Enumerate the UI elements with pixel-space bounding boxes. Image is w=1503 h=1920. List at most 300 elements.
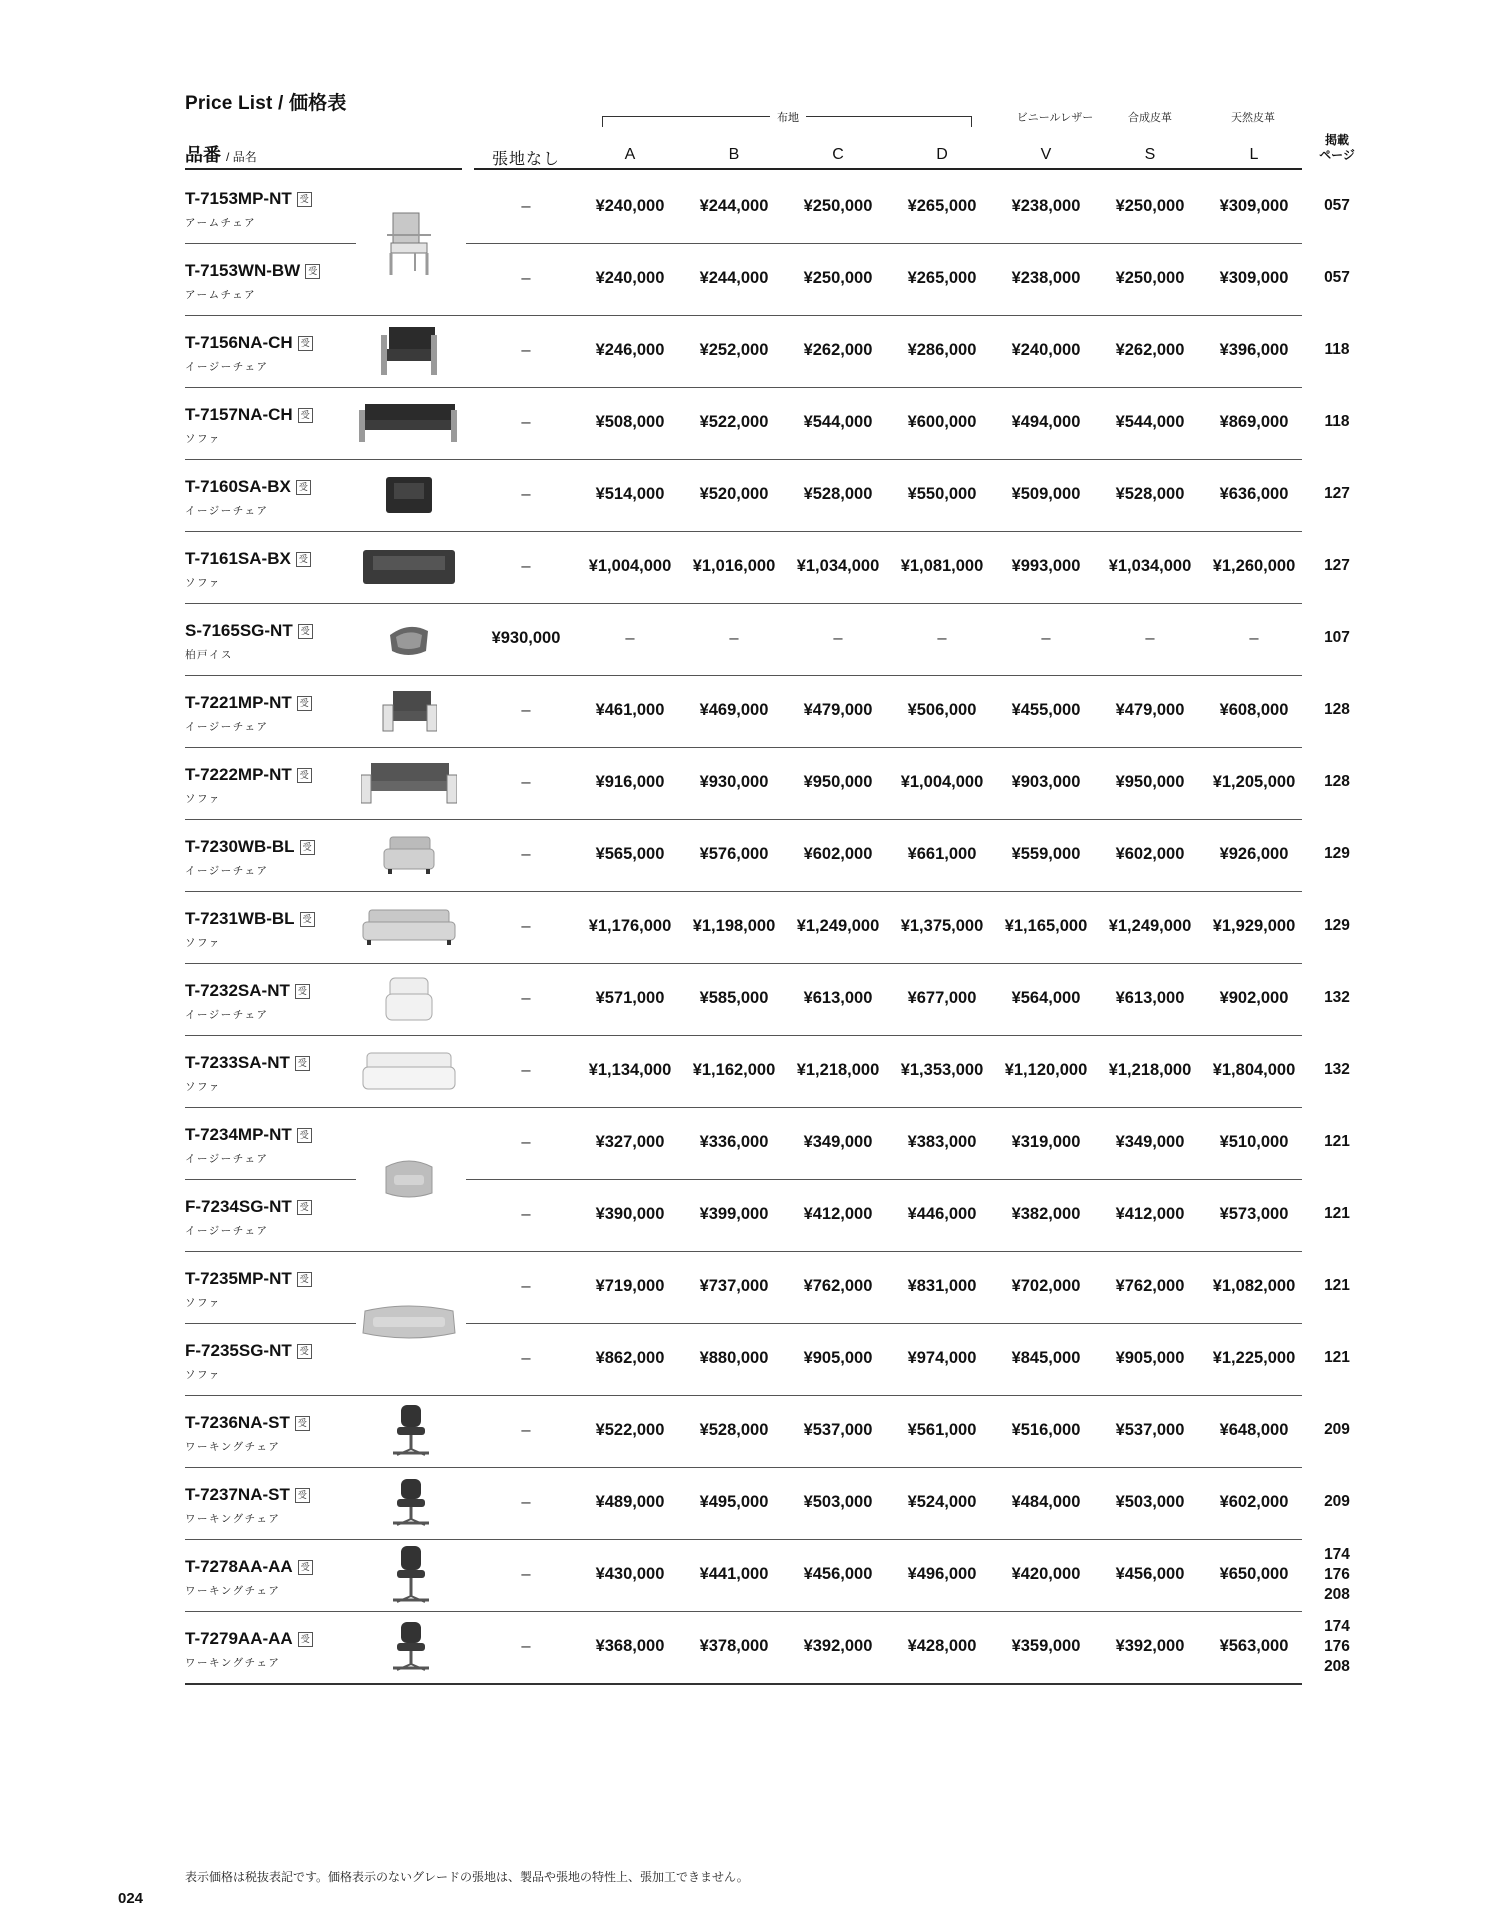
product-name: イージーチェア	[185, 1009, 269, 1021]
price-cell: ¥309,000	[1219, 269, 1289, 287]
price-cell: ¥479,000	[803, 701, 873, 719]
page-ref: 132	[1324, 989, 1350, 1006]
price-cell: ¥508,000	[595, 413, 665, 431]
product-name: ソファ	[185, 793, 221, 805]
product-code-text: T-7237NA-ST	[185, 1485, 290, 1504]
price-cell: ¥309,000	[1219, 197, 1289, 215]
price-no-fabric: –	[521, 1205, 531, 1223]
page-ref: 127	[1324, 557, 1350, 574]
price-cell: ¥559,000	[1011, 845, 1081, 863]
product-code-text: T-7279AA-AA	[185, 1629, 293, 1648]
product-code	[185, 477, 311, 497]
made-to-order-icon: 受	[305, 264, 320, 279]
product-name: イージーチェア	[185, 1153, 269, 1165]
product-thumbnail	[382, 835, 436, 880]
made-to-order-icon: 受	[295, 1416, 310, 1431]
price-no-fabric: –	[521, 1277, 531, 1295]
price-cell: ¥456,000	[1115, 1565, 1185, 1583]
product-name: 柏戸イス	[185, 649, 233, 661]
page-title: Price List / 価格表	[185, 93, 347, 114]
header-page-line2: ページ	[1319, 148, 1355, 162]
table-row	[185, 747, 1350, 819]
price-cell: ¥1,034,000	[796, 557, 880, 575]
price-no-fabric: –	[521, 485, 531, 503]
product-thumbnail	[379, 325, 439, 382]
price-cell: ¥903,000	[1011, 773, 1081, 791]
price-cell: ¥528,000	[699, 1421, 769, 1439]
price-no-fabric: –	[521, 557, 531, 575]
price-no-fabric: –	[521, 701, 531, 719]
table-row	[185, 1323, 1350, 1395]
product-thumbnail	[359, 402, 459, 449]
group-label-synthetic: 合成皮革	[1128, 112, 1172, 124]
price-cell: ¥520,000	[699, 485, 769, 503]
price-cell: ¥503,000	[803, 1493, 873, 1511]
made-to-order-icon: 受	[297, 1272, 312, 1287]
header-page-line1: 掲載	[1324, 133, 1349, 147]
price-no-fabric: –	[521, 1349, 531, 1367]
group-label-vinyl: ビニールレザー	[1016, 112, 1094, 124]
table-row	[185, 1395, 1350, 1467]
price-no-fabric: –	[521, 1133, 531, 1151]
product-name: アームチェア	[185, 289, 257, 301]
product-code-text: T-7156NA-CH	[185, 333, 293, 352]
price-cell: –	[729, 629, 739, 647]
product-name: ソファ	[185, 1369, 221, 1381]
product-code	[185, 837, 315, 857]
table-row	[185, 1107, 1350, 1179]
price-cell: ¥327,000	[595, 1133, 665, 1151]
price-cell: ¥1,260,000	[1212, 557, 1296, 575]
price-cell: ¥240,000	[595, 197, 665, 215]
header-code-label: 品番	[185, 145, 221, 165]
page-ref: 121	[1324, 1205, 1350, 1222]
made-to-order-icon: 受	[300, 840, 315, 855]
price-cell: ¥762,000	[1115, 1277, 1185, 1295]
price-cell: ¥613,000	[1115, 989, 1185, 1007]
price-cell: ¥576,000	[699, 845, 769, 863]
product-code-text: T-7230WB-BL	[185, 837, 295, 856]
product-code-text: T-7235MP-NT	[185, 1269, 292, 1288]
header-col-s: S	[1144, 146, 1156, 163]
price-cell: ¥484,000	[1011, 1493, 1081, 1511]
price-cell: ¥382,000	[1011, 1205, 1081, 1223]
product-name: ソファ	[185, 433, 221, 445]
price-cell: ¥550,000	[907, 485, 977, 503]
product-thumbnail	[361, 548, 457, 591]
price-cell: –	[1145, 629, 1155, 647]
price-cell: –	[1041, 629, 1051, 647]
price-cell: ¥1,218,000	[796, 1061, 880, 1079]
price-no-fabric: –	[521, 1493, 531, 1511]
product-code-text: T-7231WB-BL	[185, 909, 295, 928]
price-cell: ¥608,000	[1219, 701, 1289, 719]
header-col-v: V	[1040, 146, 1052, 163]
price-cell: ¥250,000	[1115, 269, 1185, 287]
price-cell: ¥455,000	[1011, 701, 1081, 719]
price-cell: ¥905,000	[803, 1349, 873, 1367]
price-cell: ¥506,000	[907, 701, 977, 719]
price-cell: ¥240,000	[595, 269, 665, 287]
price-cell: ¥869,000	[1219, 413, 1289, 431]
price-cell: ¥602,000	[803, 845, 873, 863]
price-cell: ¥1,375,000	[900, 917, 984, 935]
price-cell: ¥845,000	[1011, 1349, 1081, 1367]
product-code	[185, 189, 312, 209]
price-cell: ¥613,000	[803, 989, 873, 1007]
product-code-text: S-7165SG-NT	[185, 621, 293, 640]
product-code	[185, 1629, 313, 1649]
price-cell: ¥573,000	[1219, 1205, 1289, 1223]
price-cell: ¥1,353,000	[900, 1061, 984, 1079]
product-code-text: T-7160SA-BX	[185, 477, 291, 496]
product-thumbnail	[361, 761, 457, 810]
header-code: 品番 / 品名	[185, 145, 257, 165]
product-code-text: F-7235SG-NT	[185, 1341, 292, 1360]
price-cell: ¥1,016,000	[692, 557, 776, 575]
price-cell: ¥238,000	[1011, 197, 1081, 215]
price-cell: ¥1,225,000	[1212, 1349, 1296, 1367]
product-name: ワーキングチェア	[185, 1441, 281, 1453]
product-code	[185, 333, 313, 353]
header-rule-right	[474, 168, 1302, 170]
header-col-a: A	[624, 146, 636, 163]
price-no-fabric: –	[521, 341, 531, 359]
price-no-fabric: –	[521, 197, 531, 215]
table-row	[185, 1611, 1350, 1683]
product-name: イージーチェア	[185, 865, 269, 877]
page-ref: 129	[1324, 845, 1350, 862]
price-cell: ¥446,000	[907, 1205, 977, 1223]
product-name: ソファ	[185, 1297, 221, 1309]
made-to-order-icon: 受	[300, 912, 315, 927]
price-cell: ¥528,000	[803, 485, 873, 503]
price-cell: ¥719,000	[595, 1277, 665, 1295]
product-name: ワーキングチェア	[185, 1513, 281, 1525]
page-ref: 209	[1324, 1493, 1350, 1510]
product-code-text: T-7278AA-AA	[185, 1557, 293, 1576]
price-cell: ¥905,000	[1115, 1349, 1185, 1367]
page-ref: 121	[1324, 1277, 1350, 1294]
product-code	[185, 1125, 312, 1145]
price-cell: ¥1,004,000	[588, 557, 672, 575]
product-code-text: T-7234MP-NT	[185, 1125, 292, 1144]
page-ref: 129	[1324, 917, 1350, 934]
price-cell: ¥950,000	[803, 773, 873, 791]
table-row	[185, 459, 1350, 531]
price-no-fabric: –	[521, 989, 531, 1007]
header-rule-left	[185, 168, 462, 170]
price-cell: ¥244,000	[699, 269, 769, 287]
price-cell: ¥1,176,000	[588, 917, 672, 935]
product-code-text: T-7236NA-ST	[185, 1413, 290, 1432]
price-cell: ¥494,000	[1011, 413, 1081, 431]
page-ref-item: 174	[1324, 1546, 1350, 1563]
product-thumbnail	[389, 1479, 429, 1532]
table-row	[185, 1539, 1350, 1611]
made-to-order-icon: 受	[297, 1200, 312, 1215]
made-to-order-icon: 受	[297, 1344, 312, 1359]
price-cell: ¥831,000	[907, 1277, 977, 1295]
table-row	[185, 315, 1350, 387]
price-cell: ¥1,249,000	[796, 917, 880, 935]
price-cell: ¥1,218,000	[1108, 1061, 1192, 1079]
price-cell: ¥250,000	[803, 197, 873, 215]
table-row	[185, 531, 1350, 603]
product-thumbnail	[385, 209, 433, 282]
price-cell: ¥441,000	[699, 1565, 769, 1583]
price-cell: –	[1249, 629, 1259, 647]
product-code-text: T-7153WN-BW	[185, 261, 301, 280]
product-code	[185, 1413, 310, 1433]
table-row	[185, 1179, 1350, 1251]
price-no-fabric: –	[521, 1421, 531, 1439]
table-row	[185, 819, 1350, 891]
product-name: イージーチェア	[185, 361, 269, 373]
price-cell: ¥461,000	[595, 701, 665, 719]
price-cell: ¥1,082,000	[1212, 1277, 1296, 1295]
product-code	[185, 1341, 312, 1361]
header-col-d: D	[936, 146, 948, 163]
page-ref-item: 208	[1324, 1658, 1350, 1675]
product-code	[185, 765, 312, 785]
price-cell: ¥430,000	[595, 1565, 665, 1583]
price-cell: ¥902,000	[1219, 989, 1289, 1007]
made-to-order-icon: 受	[295, 1056, 310, 1071]
price-cell: ¥428,000	[907, 1637, 977, 1655]
price-cell: ¥496,000	[907, 1565, 977, 1583]
product-thumbnail	[361, 1051, 457, 1096]
price-cell: ¥762,000	[803, 1277, 873, 1295]
page-ref: 057	[1324, 197, 1350, 214]
product-code	[185, 981, 310, 1001]
price-cell: ¥1,165,000	[1004, 917, 1088, 935]
price-cell: ¥636,000	[1219, 485, 1289, 503]
price-no-fabric: –	[521, 1565, 531, 1583]
price-cell: ¥1,804,000	[1212, 1061, 1296, 1079]
price-cell: ¥252,000	[699, 341, 769, 359]
price-cell: ¥585,000	[699, 989, 769, 1007]
product-code-text: T-7232SA-NT	[185, 981, 290, 1000]
price-cell: ¥349,000	[803, 1133, 873, 1151]
made-to-order-icon: 受	[297, 696, 312, 711]
page-number: 024	[118, 1890, 144, 1907]
price-cell: ¥544,000	[1115, 413, 1185, 431]
price-no-fabric: –	[521, 413, 531, 431]
product-code	[185, 1053, 310, 1073]
header-name-label: 品名	[232, 150, 257, 164]
price-cell: ¥862,000	[595, 1349, 665, 1367]
header-col-c: C	[832, 146, 844, 163]
page-ref: 118	[1324, 341, 1350, 358]
price-no-fabric: –	[521, 1061, 531, 1079]
group-label-fabric: 布地	[770, 109, 806, 125]
price-cell: ¥516,000	[1011, 1421, 1081, 1439]
price-cell: ¥650,000	[1219, 1565, 1289, 1583]
price-cell: ¥514,000	[595, 485, 665, 503]
product-thumbnail	[382, 1157, 436, 1206]
table-row	[185, 675, 1350, 747]
price-cell: ¥412,000	[803, 1205, 873, 1223]
header-page	[1312, 133, 1362, 163]
price-cell: ¥246,000	[595, 341, 665, 359]
product-code	[185, 549, 311, 569]
price-cell: ¥661,000	[907, 845, 977, 863]
product-name: アームチェア	[185, 217, 257, 229]
page-ref-item: 208	[1324, 1586, 1350, 1603]
price-cell: ¥265,000	[907, 269, 977, 287]
price-cell: ¥286,000	[907, 341, 977, 359]
price-cell: ¥510,000	[1219, 1133, 1289, 1151]
price-cell: ¥677,000	[907, 989, 977, 1007]
product-name: ワーキングチェア	[185, 1585, 281, 1597]
made-to-order-icon: 受	[296, 552, 311, 567]
price-cell: ¥564,000	[1011, 989, 1081, 1007]
product-thumbnail	[384, 475, 434, 520]
made-to-order-icon: 受	[298, 336, 313, 351]
price-cell: ¥916,000	[595, 773, 665, 791]
price-cell: ¥319,000	[1011, 1133, 1081, 1151]
price-cell: ¥368,000	[595, 1637, 665, 1655]
product-thumbnail	[389, 1546, 429, 1609]
row-divider	[185, 1683, 1302, 1685]
price-cell: ¥974,000	[907, 1349, 977, 1367]
price-cell: ¥383,000	[907, 1133, 977, 1151]
product-name: ソファ	[185, 1081, 221, 1093]
price-cell: ¥392,000	[803, 1637, 873, 1655]
price-cell: ¥240,000	[1011, 341, 1081, 359]
table-row	[185, 171, 1350, 243]
made-to-order-icon: 受	[296, 480, 311, 495]
product-name: イージーチェア	[185, 721, 269, 733]
price-cell: ¥926,000	[1219, 845, 1289, 863]
price-cell: ¥563,000	[1219, 1637, 1289, 1655]
page-ref-item: 176	[1324, 1566, 1350, 1583]
price-no-fabric: –	[521, 917, 531, 935]
price-cell: ¥420,000	[1011, 1565, 1081, 1583]
page-ref	[1312, 1545, 1362, 1605]
product-thumbnail	[384, 976, 434, 1027]
price-cell: ¥262,000	[1115, 341, 1185, 359]
price-cell: ¥262,000	[803, 341, 873, 359]
product-code	[185, 1557, 313, 1577]
table-row	[185, 1251, 1350, 1323]
price-cell: ¥528,000	[1115, 485, 1185, 503]
made-to-order-icon: 受	[297, 1128, 312, 1143]
product-name: ソファ	[185, 577, 221, 589]
header-col-b: B	[728, 146, 740, 163]
page-ref: 132	[1324, 1061, 1350, 1078]
price-cell: ¥238,000	[1011, 269, 1081, 287]
table-row	[185, 243, 1350, 315]
page-ref: 209	[1324, 1421, 1350, 1438]
price-no-fabric: –	[521, 269, 531, 287]
page-ref: 107	[1324, 629, 1350, 646]
price-cell: ¥1,004,000	[900, 773, 984, 791]
price-cell: ¥880,000	[699, 1349, 769, 1367]
group-label-natural: 天然皮革	[1231, 112, 1275, 124]
product-code-text: T-7233SA-NT	[185, 1053, 290, 1072]
price-cell: ¥524,000	[907, 1493, 977, 1511]
price-cell: ¥537,000	[803, 1421, 873, 1439]
product-code	[185, 1197, 312, 1217]
product-code-text: T-7153MP-NT	[185, 189, 292, 208]
table-row	[185, 387, 1350, 459]
made-to-order-icon: 受	[295, 984, 310, 999]
price-cell: ¥522,000	[595, 1421, 665, 1439]
price-cell: ¥378,000	[699, 1637, 769, 1655]
price-cell: ¥1,249,000	[1108, 917, 1192, 935]
price-cell: ¥602,000	[1115, 845, 1185, 863]
page-ref: 128	[1324, 701, 1350, 718]
table-row	[185, 891, 1350, 963]
made-to-order-icon: 受	[298, 1632, 313, 1647]
table-row	[185, 1035, 1350, 1107]
price-cell: ¥561,000	[907, 1421, 977, 1439]
price-cell: ¥503,000	[1115, 1493, 1185, 1511]
product-name: イージーチェア	[185, 1225, 269, 1237]
made-to-order-icon: 受	[295, 1488, 310, 1503]
price-cell: ¥1,929,000	[1212, 917, 1296, 935]
page-ref: 128	[1324, 773, 1350, 790]
price-cell: ¥1,134,000	[588, 1061, 672, 1079]
made-to-order-icon: 受	[298, 1560, 313, 1575]
price-cell: ¥544,000	[803, 413, 873, 431]
made-to-order-icon: 受	[298, 624, 313, 639]
product-thumbnail	[361, 908, 457, 951]
product-code	[185, 1269, 312, 1289]
made-to-order-icon: 受	[297, 768, 312, 783]
price-cell: ¥602,000	[1219, 1493, 1289, 1511]
footnote: 表示価格は税抜表記です。価格表示のないグレードの張地は、製品や張地の特性上、張加工できません。	[185, 1870, 749, 1884]
price-cell: ¥522,000	[699, 413, 769, 431]
product-code-text: F-7234SG-NT	[185, 1197, 292, 1216]
product-code	[185, 1485, 310, 1505]
price-cell: ¥1,120,000	[1004, 1061, 1088, 1079]
table-row	[185, 603, 1350, 675]
product-thumbnail	[389, 1622, 429, 1677]
price-cell: ¥250,000	[1115, 197, 1185, 215]
product-code	[185, 909, 315, 929]
product-code-text: T-7161SA-BX	[185, 549, 291, 568]
price-cell: ¥399,000	[699, 1205, 769, 1223]
price-no-fabric: ¥930,000	[491, 629, 561, 647]
table-row	[185, 963, 1350, 1035]
price-cell: ¥537,000	[1115, 1421, 1185, 1439]
price-cell: ¥600,000	[907, 413, 977, 431]
product-name: ワーキングチェア	[185, 1657, 281, 1669]
page-ref-item: 174	[1324, 1618, 1350, 1635]
price-cell: ¥1,081,000	[900, 557, 984, 575]
price-cell: ¥336,000	[699, 1133, 769, 1151]
product-thumbnail	[381, 689, 437, 738]
price-cell: ¥244,000	[699, 197, 769, 215]
price-cell: ¥993,000	[1011, 557, 1081, 575]
price-no-fabric: –	[521, 773, 531, 791]
page-ref	[1312, 1617, 1362, 1677]
price-cell: ¥648,000	[1219, 1421, 1289, 1439]
price-cell: ¥469,000	[699, 701, 769, 719]
price-cell: ¥495,000	[699, 1493, 769, 1511]
product-code-text: T-7157NA-CH	[185, 405, 293, 424]
price-cell: ¥1,034,000	[1108, 557, 1192, 575]
page-ref: 121	[1324, 1349, 1350, 1366]
price-cell: ¥412,000	[1115, 1205, 1185, 1223]
made-to-order-icon: 受	[298, 408, 313, 423]
product-thumbnail	[386, 621, 432, 662]
price-cell: ¥509,000	[1011, 485, 1081, 503]
page-ref: 121	[1324, 1133, 1350, 1150]
